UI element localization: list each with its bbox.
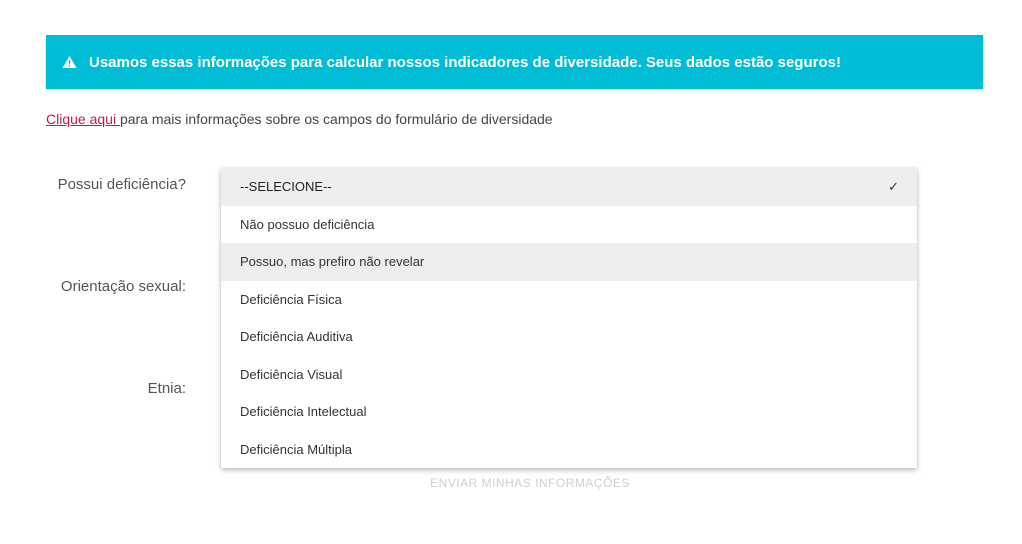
deficiencia-label: Possui deficiência? xyxy=(57,176,186,193)
dropdown-option[interactable] xyxy=(221,168,917,206)
banner-text: Usamos essas informações para calcular nossos indicadores de diversidade. Seus dados estão seguros! xyxy=(89,53,841,71)
dropdown-option-label: Deficiência Auditiva xyxy=(240,329,353,345)
dropdown-option-label: Deficiência Intelectual xyxy=(240,404,367,420)
dropdown-option-label: Não possuo deficiência xyxy=(240,216,375,232)
dropdown-option-label: --SELECIONE-- xyxy=(240,179,332,195)
click-here-link[interactable]: Clique aqui xyxy=(46,111,120,127)
etnia-label: Etnia: xyxy=(147,380,186,397)
info-line xyxy=(46,111,553,127)
warning-triangle-icon xyxy=(62,55,77,69)
dropdown-option-label: Deficiência Múltipla xyxy=(240,441,352,457)
dropdown-option[interactable] xyxy=(221,318,917,356)
dropdown-option-label: Deficiência Física xyxy=(240,291,342,307)
orientacao-label: Orientação sexual: xyxy=(60,278,186,295)
check-icon: ✓ xyxy=(888,178,899,194)
dropdown-option[interactable] xyxy=(221,356,917,394)
dropdown-option-label: Deficiência Visual xyxy=(240,366,343,382)
dropdown-option[interactable] xyxy=(221,431,917,469)
info-text: para mais informações sobre os campos do formulário de diversidade xyxy=(119,111,553,127)
dropdown-option[interactable] xyxy=(221,243,917,281)
dropdown-option[interactable] xyxy=(221,281,917,319)
deficiencia-dropdown-menu[interactable] xyxy=(221,168,917,468)
dropdown-option[interactable] xyxy=(221,393,917,431)
submit-button[interactable]: ENVIAR MINHAS INFORMAÇÕES xyxy=(380,476,680,490)
info-banner xyxy=(46,35,983,89)
dropdown-option[interactable] xyxy=(221,206,917,244)
dropdown-option-label: Possuo, mas prefiro não revelar xyxy=(240,254,425,270)
